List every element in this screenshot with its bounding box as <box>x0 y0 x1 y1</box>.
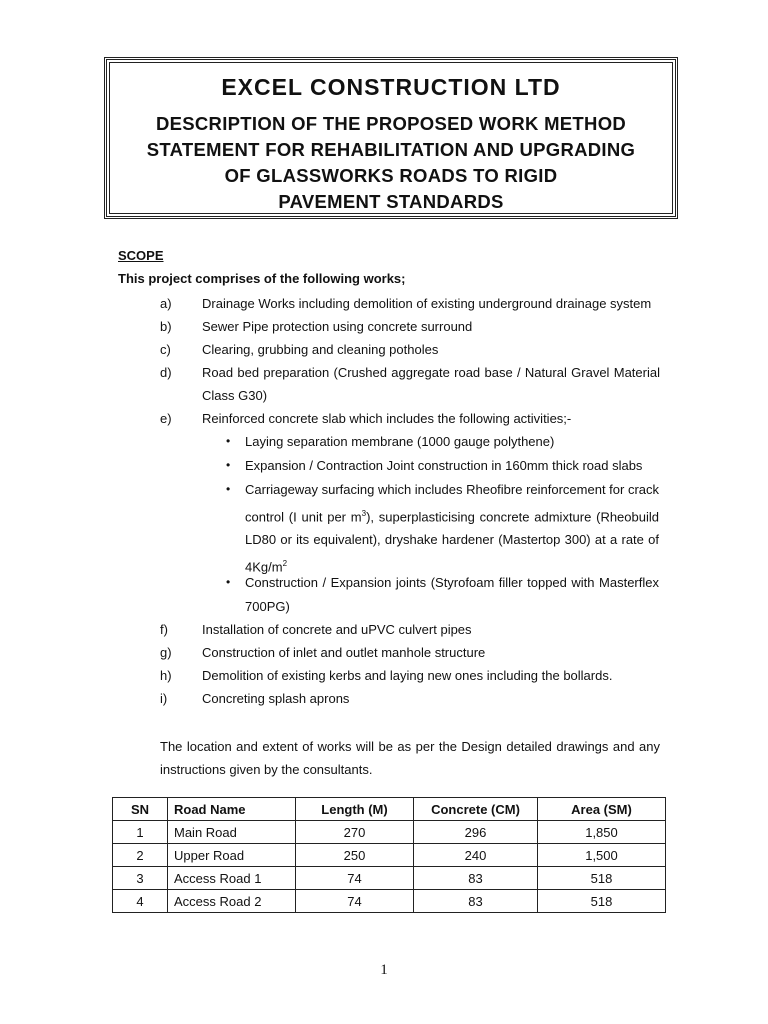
superscript: 3 <box>361 508 367 518</box>
sub-item-text: Construction / Expansion joints (Styrofoam filler topped with Masterflex 700PG) <box>245 575 659 614</box>
item-label: f) <box>160 622 168 637</box>
table-header-row <box>113 798 666 821</box>
item-label: i) <box>160 691 168 706</box>
cell-sn: 4 <box>113 890 168 913</box>
bullet-icon: • <box>226 434 231 448</box>
document-title <box>110 111 672 215</box>
col-header-length: Length (M) <box>296 798 414 821</box>
cell-area: 1,850 <box>538 821 666 844</box>
item-text: Concreting splash aprons <box>202 691 350 706</box>
cell-area: 518 <box>538 867 666 890</box>
sub-item-text: Expansion / Contraction Joint construction in 160mm thick road slabs <box>245 458 643 473</box>
col-header-road-name: Road Name <box>168 798 296 821</box>
table-row <box>113 844 666 867</box>
table-row <box>113 890 666 913</box>
col-header-concrete: Concrete (CM) <box>414 798 538 821</box>
roads-table <box>112 797 666 913</box>
cell-length: 270 <box>296 821 414 844</box>
title-line: OF GLASSWORKS ROADS TO RIGID <box>224 165 558 186</box>
bullet-icon: • <box>226 458 231 472</box>
item-text: Demolition of existing kerbs and laying new ones including the bollards. <box>202 668 613 683</box>
item-label: d) <box>160 365 172 380</box>
col-header-area: Area (SM) <box>538 798 666 821</box>
cell-sn: 1 <box>113 821 168 844</box>
cell-length: 74 <box>296 890 414 913</box>
item-text: Installation of concrete and uPVC culvert pipes <box>202 622 472 637</box>
sub-item-text-part: ), superplasticising concrete admixture (Rheobuild LD80 or its equivalent), dryshake hardener (Mastertop 300) at a rate of 4Kg/m <box>245 508 659 575</box>
bullet-icon: • <box>226 482 231 496</box>
title-line: STATEMENT FOR REHABILITATION AND UPGRADING <box>146 139 636 160</box>
bullet-icon: • <box>226 575 231 589</box>
col-header-sn: SN <box>113 798 168 821</box>
cell-concrete: 83 <box>414 867 538 890</box>
cell-concrete: 83 <box>414 890 538 913</box>
item-label: g) <box>160 645 172 660</box>
company-name: EXCEL CONSTRUCTION LTD <box>221 74 561 100</box>
item-text: Sewer Pipe protection using concrete surround <box>202 319 473 334</box>
item-text: Clearing, grubbing and cleaning potholes <box>202 342 439 357</box>
cell-sn: 3 <box>113 867 168 890</box>
superscript: 2 <box>282 558 288 568</box>
item-text: Road bed preparation (Crushed aggregate road base / Natural Gravel Material Class G30) <box>202 365 660 403</box>
item-label: c) <box>160 342 171 357</box>
cell-road-name: Access Road 2 <box>168 890 296 913</box>
scope-heading: SCOPE <box>118 248 164 263</box>
item-label: h) <box>160 668 172 683</box>
item-text: Construction of inlet and outlet manhole structure <box>202 645 486 660</box>
cell-road-name: Access Road 1 <box>168 867 296 890</box>
title-line: PAVEMENT STANDARDS <box>278 191 504 212</box>
item-text: Drainage Works including demolition of existing underground drainage system <box>202 296 652 311</box>
title-box <box>104 57 678 219</box>
cell-sn: 2 <box>113 844 168 867</box>
cell-area: 518 <box>538 890 666 913</box>
title-line: DESCRIPTION OF THE PROPOSED WORK METHOD <box>155 113 627 134</box>
item-label: e) <box>160 411 172 426</box>
item-label: a) <box>160 296 172 311</box>
table-row <box>113 867 666 890</box>
title-inner-frame <box>109 62 673 214</box>
cell-road-name: Upper Road <box>168 844 296 867</box>
item-text: Reinforced concrete slab which includes the following activities;- <box>202 411 572 426</box>
sub-item-text: Laying separation membrane (1000 gauge polythene) <box>245 434 555 449</box>
cell-concrete: 240 <box>414 844 538 867</box>
cell-area: 1,500 <box>538 844 666 867</box>
table-row <box>113 821 666 844</box>
cell-road-name: Main Road <box>168 821 296 844</box>
location-paragraph: The location and extent of works will be as per the Design detailed drawings and any instructions given by the consultants. <box>160 739 660 777</box>
cell-concrete: 296 <box>414 821 538 844</box>
scope-intro: This project comprises of the following works; <box>118 271 406 286</box>
cell-length: 74 <box>296 867 414 890</box>
sub-item-text-part: Carriageway surfacing which includes Rheofibre reinforcement for crack control (I unit per m <box>245 482 660 524</box>
item-label: b) <box>160 319 172 334</box>
page-number: 1 <box>380 962 388 978</box>
sub-item-text <box>245 478 659 579</box>
cell-length: 250 <box>296 844 414 867</box>
